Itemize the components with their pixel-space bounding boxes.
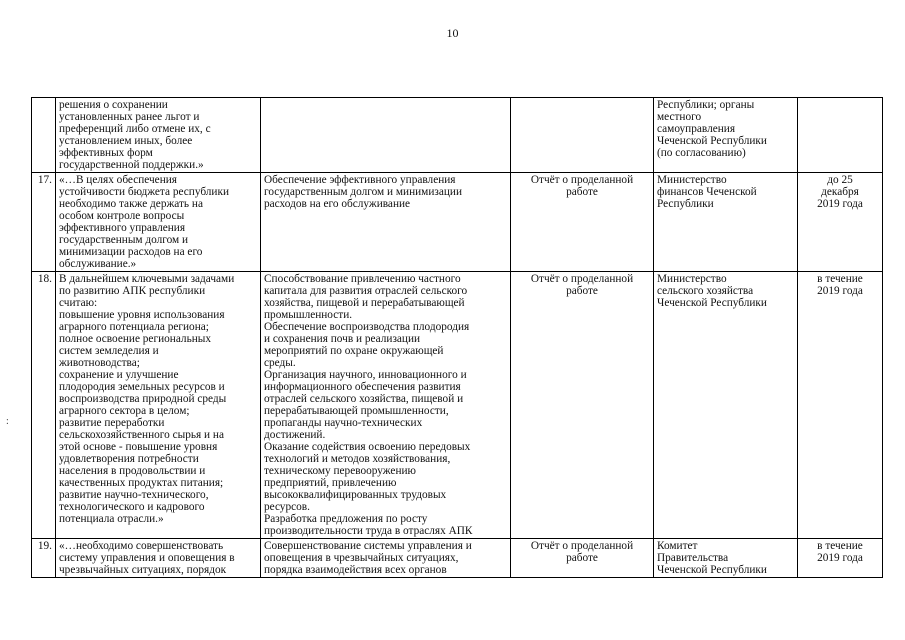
cell-line: чрезвычайных ситуациях, порядок (59, 564, 227, 576)
cell-line: Министерство (657, 174, 727, 186)
cell-line: удовлетворения потребности (59, 453, 199, 465)
cell-line: промышленности. (264, 309, 353, 321)
cell-line: сохранение и улучшение (59, 369, 179, 381)
cell-line: местного (657, 111, 702, 123)
responsible-cell (654, 539, 798, 578)
completion-form-cell (511, 173, 654, 272)
cell-line: считаю: (59, 297, 98, 309)
cell-line: Чеченской Республики (657, 297, 767, 309)
cell-line: Организация научного, инновационного и (264, 369, 467, 381)
cell-line: отраслей сельского хозяйства, пищевой и (264, 393, 464, 405)
measures-cell (261, 98, 511, 173)
cell-line: систем земледелия и (59, 345, 159, 357)
cell-line: Республики (657, 198, 714, 210)
cell-line: хозяйства, пищевой и перерабатывающей (264, 297, 465, 309)
cell-line: государственным долгом и (59, 234, 189, 246)
cell-line: минимизации расходов на его (59, 246, 203, 258)
cell-line: необходимо также держать на (59, 198, 203, 210)
cell-line: работе (566, 552, 598, 564)
cell-line: «…В целях обеспечения (59, 174, 177, 186)
cell-line: 2019 года (817, 285, 863, 297)
cell-line: перерабатывающей промышленности, (264, 405, 449, 417)
cell-line: Оказание содействия освоению передовых (264, 441, 471, 453)
margin-mark: : (6, 416, 9, 427)
cell-line: аграрного потенциала региона; (59, 321, 209, 333)
cell-line: особом контроле вопросы (59, 210, 185, 222)
cell-line: достижений. (264, 429, 326, 441)
deadline-cell (798, 98, 883, 173)
cell-line: Обеспечение эффективного управления (264, 174, 456, 186)
cell-line: установлением иных, более (59, 135, 193, 147)
cell-line: установленных ранее льгот и (59, 111, 200, 123)
cell-line: работе (566, 285, 598, 297)
cell-line: В дальнейшем ключевыми задачами (59, 273, 235, 285)
address-quote-cell (56, 272, 261, 539)
address-quote-cell (56, 539, 261, 578)
cell-line: финансов Чеченской (657, 186, 757, 198)
measures-cell (261, 539, 511, 578)
cell-line: работе (566, 186, 598, 198)
cell-line: 2019 года (817, 552, 863, 564)
cell-line: Чеченской Республики (657, 135, 767, 147)
cell-line: в течение (817, 540, 863, 552)
cell-line: эффективного управления (59, 222, 186, 234)
cell-line: и сохранения почв и реализации (264, 333, 421, 345)
cell-line: Способствование привлечению частного (264, 273, 461, 285)
cell-line: Совершенствование системы управления и (264, 540, 472, 552)
table-row (32, 539, 883, 578)
cell-line: развитие научно-технического, (59, 489, 209, 501)
cell-line: качественных продуктах питания; (59, 477, 224, 489)
cell-line: технологического и кадрового (59, 501, 205, 513)
cell-line: Правительства (657, 552, 729, 564)
cell-line: эффективных форм (59, 147, 153, 159)
cell-line: декабря (821, 186, 859, 198)
deadline-cell (798, 272, 883, 539)
cell-line: самоуправления (657, 123, 736, 135)
cell-line: техническому перевооружению (264, 465, 416, 477)
action-plan-body (32, 98, 883, 578)
cell-line: мероприятий по охране окружающей (264, 345, 444, 357)
cell-line: порядка взаимодействия всех органов (264, 564, 447, 576)
cell-line: Отчёт о проделанной (530, 540, 634, 552)
cell-line: Комитет (657, 540, 698, 552)
cell-line: систему управления и оповещения в (59, 552, 235, 564)
action-plan-table (31, 97, 883, 578)
cell-line: сельскохозяйственного сырья и на (59, 429, 224, 441)
cell-line: воспроизводства природной среды (59, 393, 227, 405)
cell-line: высококвалифицированных трудовых (264, 489, 447, 501)
cell-line: в течение (817, 273, 863, 285)
cell-line: капитала для развития отраслей сельского (264, 285, 468, 297)
cell-line: потенциала отрасли.» (59, 513, 164, 525)
cell-line: до 25 (827, 174, 853, 186)
cell-line: Отчёт о проделанной (530, 174, 634, 186)
cell-line: оповещения в чрезвычайных ситуациях, (264, 552, 459, 564)
responsible-cell (654, 98, 798, 173)
cell-line: ресурсов. (264, 501, 310, 513)
cell-line: Обеспечение воспроизводства плодородия (264, 321, 470, 333)
measures-cell (261, 272, 511, 539)
table-row (32, 173, 883, 272)
row-number (32, 98, 56, 173)
cell-line: «…необходимо совершенствовать (59, 540, 224, 552)
cell-line: информационного обеспечения развития (264, 381, 461, 393)
cell-line: предприятий, привлечению (264, 477, 397, 489)
cell-line: государственной поддержки.» (59, 159, 204, 171)
cell-line: расходов на его обслуживание (264, 198, 411, 210)
measures-cell (261, 173, 511, 272)
cell-line: пропаганды научно-технических (264, 417, 423, 429)
cell-line: государственным долгом и минимизации (264, 186, 462, 198)
cell-line: Разработка предложения по росту (264, 513, 428, 525)
address-quote-cell (56, 98, 261, 173)
cell-line: (по согласованию) (657, 147, 746, 159)
deadline-cell (798, 173, 883, 272)
cell-line: Министерство (657, 273, 727, 285)
cell-line: населения в продовольствии и (59, 465, 206, 477)
cell-line: обслуживание.» (59, 258, 137, 270)
cell-line: устойчивости бюджета республики (59, 186, 230, 198)
page-number: 10 (446, 26, 459, 40)
cell-line: по развитию АПК республики (59, 285, 206, 297)
responsible-cell (654, 173, 798, 272)
cell-line: Республики; органы (657, 99, 755, 111)
cell-line: этой основе - повышение уровня (59, 441, 218, 453)
deadline-cell (798, 539, 883, 578)
cell-line: развитие переработки (59, 417, 165, 429)
cell-line: сельского хозяйства (657, 285, 754, 297)
cell-line: плодородия земельных ресурсов и (59, 381, 225, 393)
cell-line: Отчёт о проделанной (530, 273, 634, 285)
cell-line: аграрного сектора в целом; (59, 405, 190, 417)
completion-form-cell (511, 98, 654, 173)
address-quote-cell (56, 173, 261, 272)
row-number: 17. (32, 173, 56, 272)
completion-form-cell (511, 272, 654, 539)
cell-line: полное освоение региональных (59, 333, 212, 345)
table-row (32, 98, 883, 173)
cell-line: среды. (264, 357, 296, 369)
completion-form-cell (511, 539, 654, 578)
cell-line: преференций либо отмене их, с (59, 123, 211, 135)
row-number: 19. (32, 539, 56, 578)
cell-line: повышение уровня использования (59, 309, 225, 321)
cell-line: 2019 года (817, 198, 863, 210)
cell-line: производительности труда в отраслях АПК (264, 525, 473, 537)
row-number: 18. (32, 272, 56, 539)
cell-line: животноводства; (59, 357, 140, 369)
cell-line: Чеченской Республики (657, 564, 767, 576)
table-row (32, 272, 883, 539)
cell-line: технологий и методов хозяйствования, (264, 453, 451, 465)
cell-line: решения о сохранении (59, 99, 168, 111)
responsible-cell (654, 272, 798, 539)
